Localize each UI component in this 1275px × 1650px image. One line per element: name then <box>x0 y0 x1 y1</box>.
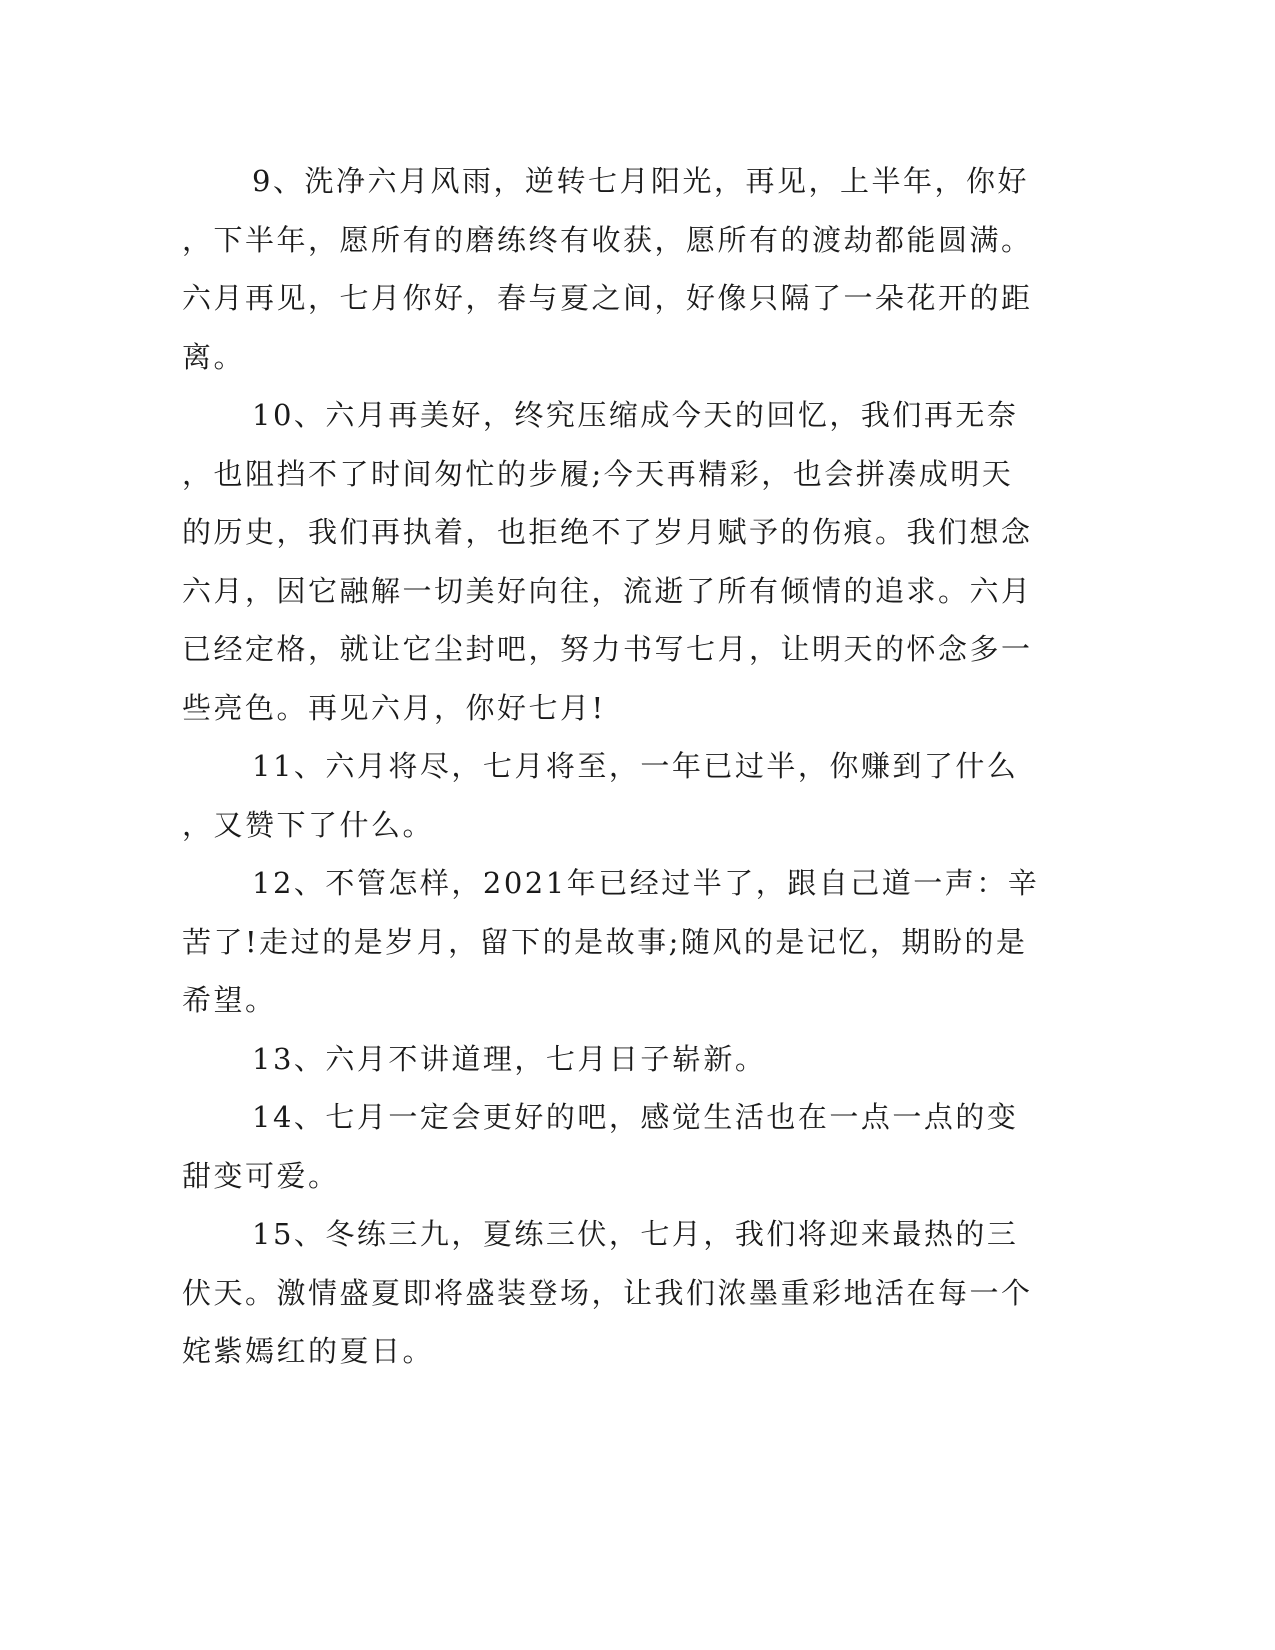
paragraph-line: 的历史，我们再执着，也拒绝不了岁月赋予的伤痕。我们想念 <box>182 515 1033 549</box>
paragraph-line: 希望。 <box>182 983 277 1017</box>
paragraph-9 <box>182 152 1034 386</box>
paragraph-line: 已经定格，就让它尘封吧，努力书写七月，让明天的怀念多一 <box>182 632 1033 666</box>
paragraph-14 <box>182 1088 1034 1205</box>
paragraph-line: 12、不管怎样，2021年已经过半了，跟自己道一声：辛 <box>252 866 1040 900</box>
paragraph-13 <box>182 1030 1034 1089</box>
paragraph-line: 14、七月一定会更好的吧，感觉生活也在一点一点的变 <box>252 1100 1019 1134</box>
paragraph-11 <box>182 737 1034 854</box>
paragraph-line: 些亮色。再见六月，你好七月! <box>182 690 606 725</box>
paragraph-line: ，也阻挡不了时间匆忙的步履;今天再精彩，也会拼凑成明天 <box>182 456 1014 491</box>
paragraph-15 <box>182 1205 1034 1381</box>
paragraph-10 <box>182 386 1034 737</box>
paragraph-line: 伏天。激情盛夏即将盛装登场，让我们浓墨重彩地活在每一个 <box>182 1275 1033 1310</box>
paragraph-line: 甜变可爱。 <box>182 1158 340 1193</box>
paragraph-line: 六月再见，七月你好，春与夏之间，好像只隔了一朵花开的距 <box>182 281 1033 315</box>
paragraph-line: 9、洗净六月风雨，逆转七月阳光，再见，上半年，你好 <box>252 164 1029 198</box>
paragraph-line: ，又赞下了什么。 <box>182 807 435 842</box>
document-body <box>182 152 1040 1381</box>
paragraph-line: 11、六月将尽，七月将至，一年已过半，你赚到了什么 <box>252 749 1019 783</box>
paragraph-line: 15、冬练三九，夏练三伏，七月，我们将迎来最热的三 <box>252 1217 1019 1251</box>
paragraph-line: 六月，因它融解一切美好向往，流逝了所有倾情的追求。六月 <box>182 573 1033 608</box>
paragraph-line: 10、六月再美好，终究压缩成今天的回忆，我们再无奈 <box>252 398 1019 432</box>
paragraph-12 <box>182 854 1040 1030</box>
paragraph-line: 离。 <box>182 339 246 374</box>
paragraph-line: 苦了!走过的是岁月，留下的是故事;随风的是记忆，期盼的是 <box>182 924 1028 959</box>
paragraph-line: 13、六月不讲道理，七月日子崭新。 <box>252 1041 767 1076</box>
paragraph-line: 姹紫嫣红的夏日。 <box>182 1334 435 1368</box>
paragraph-line: ，下半年，愿所有的磨练终有收获，愿所有的渡劫都能圆满。 <box>182 222 1033 257</box>
